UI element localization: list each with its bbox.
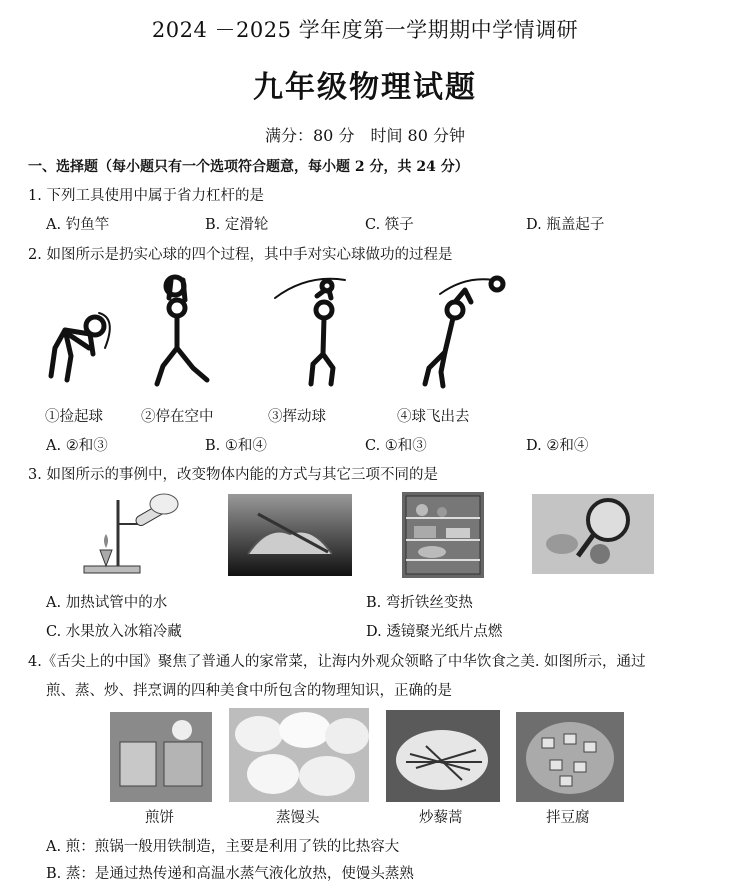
magnifier-paper-image: [532, 494, 654, 574]
q2-option-d: D. ②和④: [526, 438, 589, 454]
q3-option-b: B. 弯折铁丝变热: [366, 595, 473, 611]
q3-option-d: D. 透镜聚光纸片点燃: [366, 624, 503, 640]
section-heading: 一、选择题（每小题只有一个选项符合题意，每小题 2 分，共 24 分）: [28, 159, 469, 175]
q2-option-b: B. ①和④: [205, 438, 267, 454]
q4-caption-3: 炒藜蒿: [419, 810, 463, 826]
bending-wire-image: [228, 494, 352, 576]
q3-option-c: C. 水果放入冰箱冷藏: [46, 624, 182, 640]
question-1-stem: 1. 下列工具使用中属于省力杠杆的是: [28, 188, 264, 204]
q1-option-b: B. 定滑轮: [205, 217, 269, 233]
q4-caption-2: 蒸馒头: [276, 810, 320, 826]
fridge-fruit-image: [402, 492, 484, 578]
q4-option-b: B. 蒸：是通过热传递和高温水蒸气液化放热，使馒头蒸熟: [46, 866, 414, 882]
q2-caption-2: ②停在空中: [141, 409, 214, 425]
q2-option-c: C. ①和③: [365, 438, 427, 454]
q4-caption-4: 拌豆腐: [546, 810, 590, 826]
q1-option-d: D. 瓶盖起子: [526, 217, 605, 233]
q4-option-a: A. 煎：煎锅一般用铁制造，主要是利用了铁的比热容大: [46, 839, 400, 855]
q4-caption-1: 煎饼: [145, 810, 174, 826]
page-title: 九年级物理试题: [253, 70, 477, 105]
stir-fry-image: [386, 710, 500, 802]
exam-header-line: 2024 －2025 学年度第一学期期中学情调研: [151, 18, 579, 42]
question-2-stem: 2. 如图所示是扔实心球的四个过程，其中手对实心球做功的过程是: [28, 247, 453, 263]
q2-caption-4: ④球飞出去: [397, 409, 470, 425]
q3-option-a: A. 加热试管中的水: [46, 595, 168, 611]
tofu-salad-image: [516, 712, 624, 802]
q2-caption-1: ①捡起球: [45, 409, 103, 425]
question-4-stem-line2: 煎、蒸、炒、拌烹调的四种美食中所包含的物理知识，正确的是: [46, 683, 452, 699]
heating-test-tube-image: [78, 490, 186, 578]
q2-option-a: A. ②和③: [46, 438, 108, 454]
q2-caption-3: ③挥动球: [268, 409, 326, 425]
q1-option-a: A. 钓鱼竿: [46, 217, 110, 233]
jianbing-image: [110, 712, 212, 802]
q1-option-c: C. 筷子: [365, 217, 414, 233]
throwing-ball-figure: [45, 268, 510, 396]
question-4-stem-line1: 4.《舌尖上的中国》聚焦了普通人的家常菜，让海内外观众领略了中华饮食之美. 如图所示，通过: [28, 654, 646, 670]
exam-meta: 满分：80 分 时间 80 分钟: [265, 126, 465, 145]
question-3-stem: 3. 如图所示的事例中，改变物体内能的方式与其它三项不同的是: [28, 467, 438, 483]
steamed-bun-image: [229, 708, 369, 802]
